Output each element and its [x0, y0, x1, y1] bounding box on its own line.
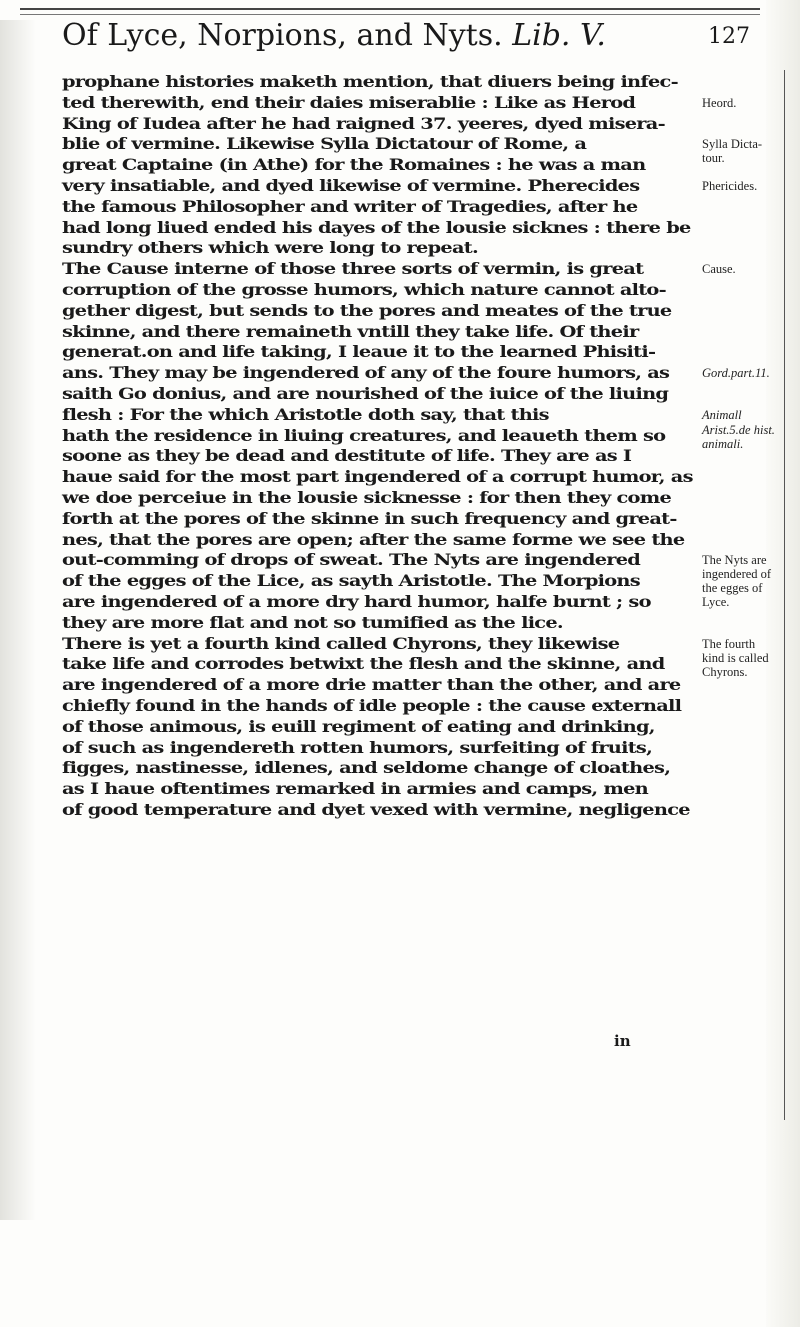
text-line-content: ted therewith, end their daies miserablie : Like as Herod [62, 92, 636, 112]
text-line-content: blie of vermine. Likewise Sylla Dictatour of Rome, a [62, 134, 587, 154]
text-line [62, 571, 720, 592]
text-line-content: are ingendered of a more dry hard humor, halfe burnt ; so [62, 591, 651, 611]
text-line [62, 758, 720, 779]
text-line-content: gether digest, but sends to the pores and meates of the true [62, 300, 672, 320]
body-text [62, 72, 720, 821]
text-line-content: figges, nastinesse, idlenes, and seldome change of cloathes, [62, 758, 671, 778]
text-line [62, 654, 720, 675]
text-line [62, 93, 720, 114]
text-line [62, 634, 720, 655]
text-line [62, 550, 720, 571]
text-line [62, 738, 720, 759]
running-head [62, 18, 606, 53]
page-header [60, 18, 760, 62]
text-line-content: had long liued ended his dayes of the lousie sicknes : there be [62, 217, 691, 237]
text-line [62, 467, 720, 488]
text-line [62, 530, 720, 551]
text-line-content: saith Go donius, and are nourished of the iuice of the liuing [62, 383, 669, 403]
text-line-content: of good temperature and dyet vexed with vermine, negligence [62, 799, 690, 819]
text-line [62, 384, 720, 405]
text-line [62, 363, 720, 384]
text-line-content: sundry others which were long to repeat. [62, 238, 478, 258]
text-line [62, 280, 720, 301]
top-rule [20, 8, 760, 15]
text-line-content: The Cause interne of those three sorts of vermin, is great [62, 259, 644, 279]
text-line-content: corruption of the grosse humors, which nature cannot alto- [62, 279, 666, 299]
text-line [62, 197, 720, 218]
text-line [62, 613, 720, 634]
text-line-content: prophane histories maketh mention, that diuers being infec- [62, 72, 678, 91]
text-line [62, 405, 720, 426]
text-line [62, 114, 720, 135]
text-line-content: take life and corrodes betwixt the flesh and the skinne, and [62, 654, 665, 674]
margin-note: Phericides. [702, 179, 758, 193]
text-line [62, 509, 720, 530]
text-line [62, 488, 720, 509]
margin-note: Arist.5.de hist. animali. [702, 422, 775, 451]
text-line-content: chiefly found in the hands of idle people : the cause externall [62, 695, 682, 715]
page-number: 127 [708, 24, 750, 49]
text-line-content: great Captaine (in Athe) for the Romaines : he was a man [62, 155, 646, 175]
text-line-content: they are more flat and not so tumified as the lice. [62, 612, 563, 632]
text-line-content: flesh : For the which Aristotle doth say, that this [62, 404, 549, 424]
text-line-content: out-comming of drops of sweat. The Nyts are ingendered [62, 550, 641, 570]
text-line [62, 176, 720, 197]
text-line [62, 426, 720, 447]
text-line [62, 696, 720, 717]
margin-note: The fourth kind is called Chyrons. [702, 636, 769, 679]
text-line-content: of such as ingendereth rotten humors, surfeiting of fruits, [62, 737, 653, 757]
text-line [62, 675, 720, 696]
text-line [62, 155, 720, 176]
text-line-content: haue said for the most part ingendered of a corrupt humor, as [62, 467, 693, 487]
text-line-content: are ingendered of a more drie matter than the other, and are [62, 675, 681, 695]
text-line [62, 238, 720, 259]
text-line [62, 301, 720, 322]
text-line [62, 134, 720, 155]
binding-shadow [0, 20, 36, 1220]
text-line [62, 800, 720, 821]
text-line [62, 779, 720, 800]
text-line [62, 72, 720, 93]
text-line-content: of the egges of the Lice, as sayth Aristotle. The Morpions [62, 571, 640, 591]
text-line-content: as I haue oftentimes remarked in armies and camps, men [62, 779, 649, 799]
text-line-content: King of Iudea after he had raigned 37. yeeres, dyed misera- [62, 113, 665, 133]
text-line-content: forth at the pores of the skinne in such frequency and great- [62, 508, 677, 528]
margin-note: Animall [702, 407, 742, 422]
text-line-content: generat.on and life taking, I leaue it to the learned Phisiti- [62, 342, 656, 362]
margin-note: Heord. [702, 95, 737, 110]
text-line-content: hath the residence in liuing creatures, and leaueth them so [62, 425, 666, 445]
margin-note: Gord.part.11. [702, 366, 770, 381]
text-line-content: very insatiable, and dyed likewise of vermine. Pherecides [62, 175, 640, 195]
text-line-content: There is yet a fourth kind called Chyrons, they likewise [62, 633, 620, 653]
margin-note: The Nyts are ingendered of the egges of Lyce. [702, 553, 772, 610]
text-line [62, 322, 720, 343]
text-line [62, 717, 720, 738]
text-line-content: we doe perceiue in the lousie sicknesse : for then they come [62, 487, 672, 507]
margin-note: Cause. [702, 262, 736, 277]
text-line-content: ans. They may be ingendered of any of the foure humors, as [62, 363, 670, 383]
text-line-content: skinne, and there remaineth vntill they take life. Of their [62, 321, 639, 341]
running-head-title: Of Lyce, Norpions, and Nyts. [62, 18, 503, 53]
text-line [62, 342, 720, 363]
text-line-content: nes, that the pores are open; after the same forme we see the [62, 529, 685, 549]
text-line-content: soone as they be dead and destitute of life. They are as I [62, 446, 632, 466]
text-line [62, 259, 720, 280]
margin-note: Sylla Dicta- tour. [702, 137, 763, 166]
text-line [62, 592, 720, 613]
text-line-content: of those animous, is euill regiment of eating and drinking, [62, 716, 655, 736]
text-line-content: the famous Philosopher and writer of Tragedies, after he [62, 196, 638, 216]
book-number: Lib. V. [512, 18, 606, 53]
text-line [62, 218, 720, 239]
text-line [62, 446, 720, 467]
catchword: in [614, 1032, 631, 1050]
